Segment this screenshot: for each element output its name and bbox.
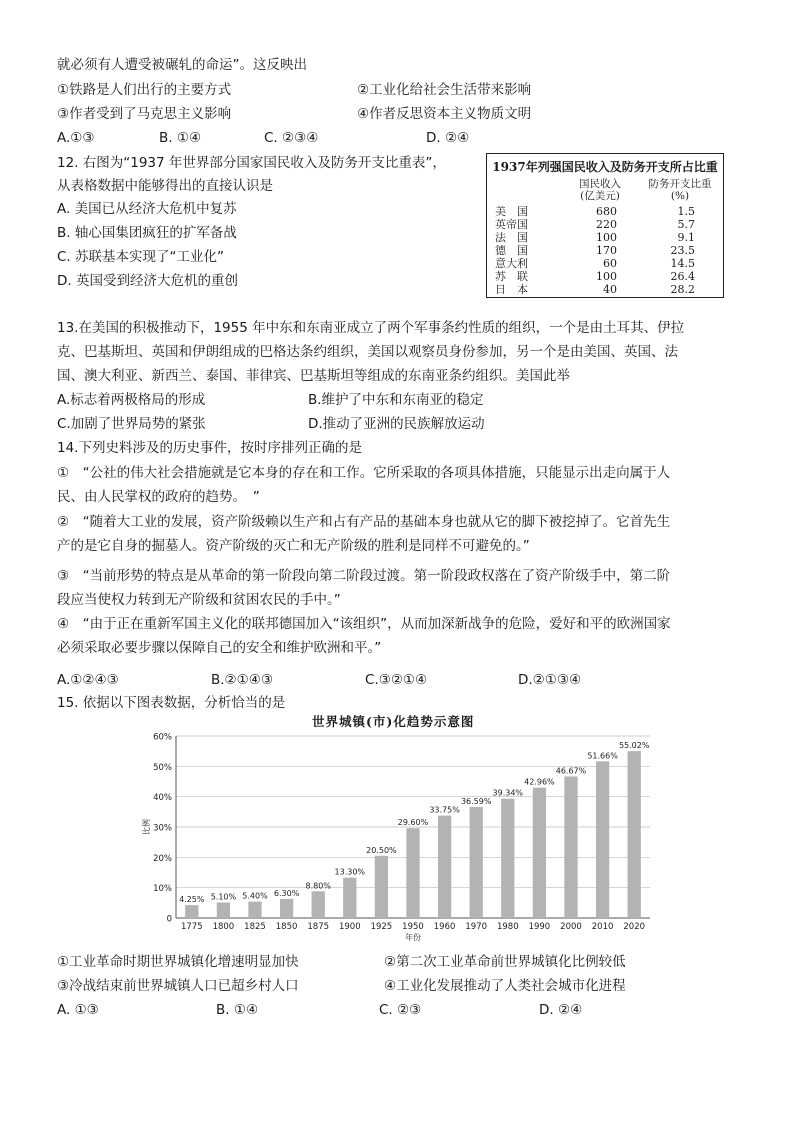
table-header-income-line1: 国民收入 [579, 178, 621, 190]
bar [470, 807, 483, 918]
x-tick-label: 1980 [496, 922, 519, 932]
bar-value-label: 4.25% [179, 895, 205, 905]
table-cell-country: 英帝国 [495, 218, 528, 231]
bar-value-label: 51.66% [587, 751, 618, 761]
table-cell-country: 意大利 [495, 257, 528, 270]
x-tick-label: 1775 [180, 922, 203, 932]
table-cell-income: 170 [596, 244, 617, 257]
table-header-ratio-line1: 防务开支比重 [648, 178, 712, 190]
x-axis-label: 年份 [405, 933, 421, 942]
q11-option-4: ④作者反思资本主义物质文明 [357, 106, 532, 122]
q11-option-1: ①铁路是人们出行的主要方式 [57, 82, 232, 98]
q13-choice-b: B.维护了中东和东南亚的稳定 [308, 392, 484, 408]
bar-value-label: 5.10% [210, 892, 237, 902]
table-cell-country: 日 本 [495, 283, 528, 296]
bar-value-label: 20.50% [366, 845, 397, 855]
q12-choice-b: B. 轴心国集团疯狂的扩军备战 [57, 225, 237, 241]
bar [185, 905, 198, 918]
table-cell-country: 德 国 [495, 244, 528, 257]
x-tick-label: 1925 [370, 922, 393, 932]
q13-stem-line2: 克、巴基斯坦、英国和伊朗组成的巴格达条约组织，美国以观察员身份参加，另一个是由美国、英国、法 [57, 344, 678, 360]
q12-choice-c: C. 苏联基本实现了“工业化” [57, 249, 224, 265]
q11-choice-a: A.①③ [57, 130, 95, 146]
table-cell-income: 60 [603, 257, 617, 270]
table-cell-income: 220 [596, 218, 617, 231]
q15-choice-a: A. ①③ [57, 1002, 99, 1018]
bar [628, 751, 641, 918]
q14-choice-d: D.②①③④ [518, 672, 582, 688]
q15-option-3: ③冷战结束前世界城镇人口已超乡村人口 [57, 978, 299, 994]
q15-choice-b: B. ①④ [216, 1002, 259, 1018]
q15-option-2: ②第二次工业革命前世界城镇化比例较低 [384, 954, 626, 970]
table-cell-income: 100 [596, 231, 617, 244]
q14-source-2-line2: 产的是它自身的掘墓人。资产阶级的灭亡和无产阶级的胜利是同样不可避免的。” [57, 538, 530, 554]
bar [501, 799, 514, 918]
table-cell-country: 法 国 [495, 231, 528, 244]
y-tick-label: 20% [153, 853, 172, 864]
q12-stem-line2: 从表格数据中能够得出的直接认识是 [57, 178, 273, 194]
table-cell-ratio: 5.7 [677, 218, 695, 231]
table-cell-income: 100 [596, 270, 617, 283]
x-tick-label: 1900 [338, 922, 361, 932]
x-tick-label: 1990 [528, 922, 551, 932]
q12-choice-d: D. 英国受到经济大危机的重创 [57, 273, 238, 289]
q14-source-2-line1: ② “随着大工业的发展，资产阶级赖以生产和占有产品的基础本身也就从它的脚下被挖掉了。它首先生 [57, 514, 671, 530]
bar [406, 828, 419, 918]
bar-value-label: 36.59% [460, 797, 492, 807]
x-tick-label: 1950 [402, 922, 424, 932]
y-tick-label: 50% [153, 762, 172, 773]
q15-option-1: ①工业革命时期世界城镇化增速明显加快 [57, 954, 299, 970]
q13-stem-line3: 国、澳大利亚、新西兰、泰国、菲律宾、巴基斯坦等组成的东南亚条约组织。美国此举 [57, 368, 570, 384]
x-tick-label: 1850 [275, 922, 298, 932]
q12-choice-a: A. 美国已从经济大危机中复苏 [57, 201, 237, 217]
q14-source-3-line1: ③ “当前形势的特点是从革命的第一阶段向第二阶段过渡。第一阶段政权落在了资产阶级手中，第二阶 [57, 568, 671, 584]
bar-value-label: 29.60% [397, 818, 429, 828]
q11-choice-b: B. ①④ [159, 130, 202, 146]
bar-value-label: 8.80% [305, 881, 331, 891]
table-cell-ratio: 1.5 [677, 205, 695, 218]
y-tick-label: 40% [153, 793, 172, 804]
table-cell-ratio: 23.5 [670, 244, 695, 257]
x-tick-label: 2000 [560, 922, 582, 932]
q14-source-1-line1: ① “公社的伟大社会措施就是它本身的存在和工作。它所采取的各项具体措施，只能显示出走向属于人 [57, 465, 671, 481]
x-tick-label: 2010 [591, 922, 614, 932]
bar [438, 816, 451, 918]
y-tick-label: 30% [153, 823, 172, 834]
q13-choice-a: A.标志着两极格局的形成 [57, 392, 206, 408]
bar-value-label: 39.34% [492, 788, 524, 798]
bar-value-label: 13.30% [334, 867, 366, 877]
bar-value-label: 6.30% [273, 888, 300, 898]
bar [533, 788, 546, 918]
q11-option-2: ②工业化给社会生活带来影响 [357, 82, 532, 98]
x-tick-label: 2020 [623, 922, 646, 932]
q15-choice-d: D. ②④ [539, 1002, 583, 1018]
table-cell-income: 680 [596, 205, 617, 218]
bar [343, 878, 356, 918]
q14-choice-c: C.③②①④ [365, 672, 428, 688]
q13-choice-d: D.推动了亚洲的民族解放运动 [308, 416, 485, 432]
y-axis-label: 比例 [142, 819, 151, 835]
bar-value-label: 5.40% [242, 891, 268, 901]
bar [248, 902, 261, 918]
chart-title: 世界城镇(市)化趋势示意图 [312, 714, 475, 729]
q14-choice-a: A.①②④③ [57, 672, 119, 688]
q14-source-3-line2: 段应当使权力转到无产阶级和贫困农民的手中。” [57, 592, 341, 608]
x-tick-label: 1800 [212, 922, 235, 932]
q15-stem: 15. 依据以下图表数据，分析恰当的是 [57, 695, 286, 711]
q11-choice-c: C. ②③④ [264, 130, 319, 146]
y-tick-label: 60% [153, 732, 172, 743]
q15-option-4: ④工业化发展推动了人类社会城市化进程 [384, 978, 626, 994]
q12-stem-line1: 12. 右图为“1937 年世界部分国家国民收入及防务开支比重表”， [57, 155, 446, 171]
table-cell-country: 苏 联 [495, 270, 528, 283]
bar [280, 899, 293, 918]
table-cell-country: 美 国 [495, 205, 528, 218]
bar-value-label: 55.02% [618, 741, 650, 751]
bar [217, 903, 230, 918]
table-title: 1937年列强国民收入及防务开支所占比重 [492, 160, 718, 174]
table-header-ratio-line2: (%) [670, 190, 690, 202]
x-tick-label: 1825 [244, 922, 266, 932]
q13-choice-c: C.加剧了世界局势的紧张 [57, 416, 206, 432]
bar [375, 856, 388, 918]
q11-option-3: ③作者受到了马克思主义影响 [57, 106, 232, 122]
x-tick-label: 1970 [465, 922, 488, 932]
q14-source-4-line1: ④ “由于正在重新军国主义化的联邦德国加入“该组织”，从而加深新战争的危险，爱好和平的欧洲国家 [57, 616, 671, 632]
bar-value-label: 33.75% [429, 805, 460, 815]
q15-choice-c: C. ②③ [379, 1002, 422, 1018]
bar [596, 761, 609, 918]
x-tick-label: 1960 [433, 922, 456, 932]
q11-choice-d: D. ②④ [426, 130, 470, 146]
table-cell-income: 40 [603, 283, 617, 296]
y-tick-label: 10% [153, 884, 172, 895]
table-cell-ratio: 28.2 [670, 283, 695, 296]
q14-choice-b: B.②①④③ [211, 672, 273, 688]
bar [564, 776, 577, 918]
bar [312, 891, 325, 918]
q11-stem-tail: 就必须有人遭受被碾轧的命运”。这反映出 [57, 57, 307, 73]
x-tick-label: 1875 [307, 922, 330, 932]
table-cell-ratio: 14.5 [670, 257, 695, 270]
table-cell-ratio: 26.4 [670, 270, 695, 283]
table-cell-ratio: 9.1 [677, 231, 695, 244]
bar-value-label: 46.67% [555, 766, 587, 776]
q13-stem-line1: 13.在美国的积极推动下，1955 年中东和东南亚成立了两个军事条约性质的组织，一个是由土耳其、伊拉 [57, 320, 685, 336]
q14-stem: 14.下列史料涉及的历史事件，按时序排列正确的是 [57, 440, 362, 456]
y-tick-label: 0 [166, 914, 172, 925]
table-header-income-line2: (亿美元) [580, 190, 620, 202]
q14-source-1-line2: 民、由人民掌权的政府的趋势。 ” [57, 489, 260, 505]
q14-source-4-line2: 必须采取必要步骤以保障自己的安全和维护欧洲和平。” [57, 640, 382, 656]
bar-value-label: 42.96% [524, 777, 555, 787]
